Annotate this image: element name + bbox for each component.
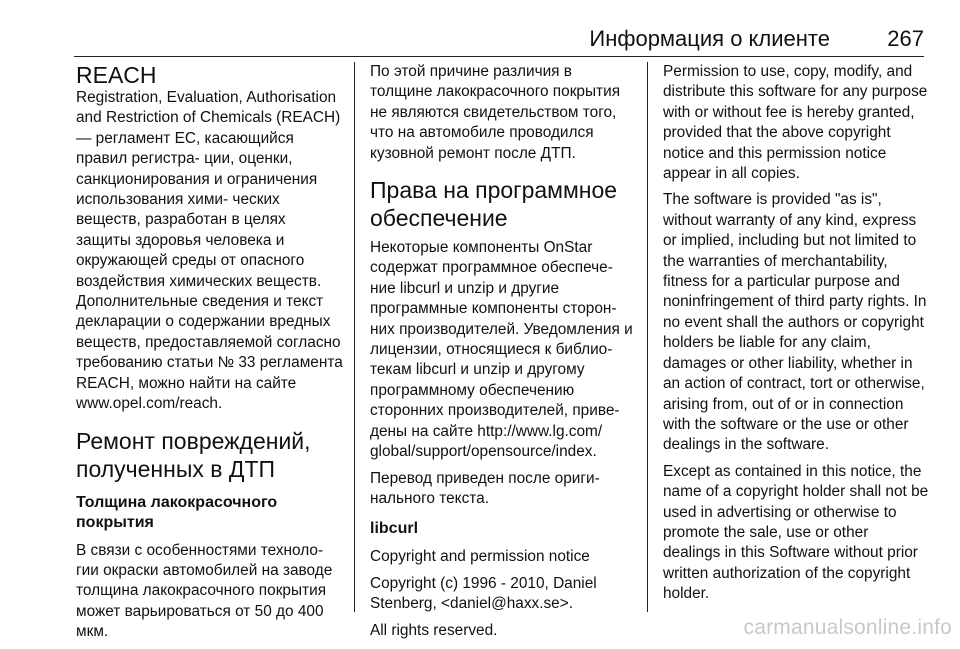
repair-heading: Ремонт повреждений, полученных в ДТП: [76, 427, 311, 482]
column-1: [76, 62, 344, 649]
paint-paragraph: В связи с особенностями техноло- гии окраски автомобилей на заводе толщина лакокрасочного покрытия может варьироваться от 50 до 400 мкм.: [76, 541, 333, 641]
page-title: Информация о клиенте: [589, 26, 830, 51]
column-2: [370, 62, 636, 647]
header-divider: [74, 56, 924, 57]
paint-subheading: Толщина лакокрасочного покрытия: [76, 493, 278, 531]
software-heading: Права на программное обеспечение: [370, 177, 618, 232]
column-divider-1: [354, 62, 355, 612]
copyright-line: Copyright (c) 1996 - 2010, Daniel Stenberg, <daniel@haxx.se>.: [370, 574, 597, 613]
libcurl-heading: libcurl: [370, 520, 419, 538]
permission-paragraph: Permission to use, copy, modify, and distribute this software for any purpose with or without fee is hereby granted, provided that the above copyright notice and this permission notice appear in all copies.: [663, 63, 928, 183]
watermark: carmanualsonline.info: [743, 616, 952, 639]
software-paragraph: Некоторые компоненты OnStar содержат программное обеспече- ние libcurl и unzip и другие программные компоненты сторон- них производителей. Уведомления и лицензии, относящиеся к библио- текам libcurl и unzip и другому программному обеспечению сторонних производителей, приве- дены на сайте http://www.lg.com/ global/support/opensource/index.: [370, 239, 633, 461]
page-header: [0, 0, 960, 56]
column-3: [663, 62, 929, 611]
paint-continuation-paragraph: По этой причине различия в толщине лакокрасочного покрытия не являются свидетельством того, что на автомобиле проводился кузовной ремонт после ДТП.: [370, 63, 621, 162]
rights-reserved: All rights reserved.: [370, 621, 498, 639]
except-paragraph: Except as contained in this notice, the name of a copyright holder shall not be used in advertising or otherwise to promote the sale, use or other dealings in this Software without prior written authorization of the copyright holder.: [663, 462, 929, 603]
reach-paragraph: Registration, Evaluation, Authorisation and Restriction of Chemicals (REACH) — регламент ЕС, касающийся правил регистра- ции, оценки, санкционирования и ограничения использования хими- ческих веществ, разработан в целях защиты здоровья человека и окружающей среды от опасного воздействия химических веществ. Дополнительные сведения и текст декларации о содержании вредных веществ, предоставляемой согласно требованию статьи № 33 регламента REACH, можно найти на сайте www.opel.com/reach.: [76, 89, 343, 413]
column-divider-2: [647, 62, 648, 612]
copyright-notice-title: Copyright and permission notice: [370, 548, 590, 566]
page-number: 267: [887, 26, 924, 51]
reach-heading: REACH: [76, 62, 157, 88]
as-is-paragraph: The software is provided "as is", without warranty of any kind, express or implied, including but not limited to the warranties of merchantability, fitness for a particular purpose and noninfringement of third party rights. In no event shall the authors or copyright holders be liable for any claim, damages or other liability, whether in an action of contract, tort or otherwise, arising from, out of or in connection with the software or the use or other dealings in the software.: [663, 191, 927, 454]
translation-note: Перевод приведен после ориги- нального текста.: [370, 469, 600, 507]
